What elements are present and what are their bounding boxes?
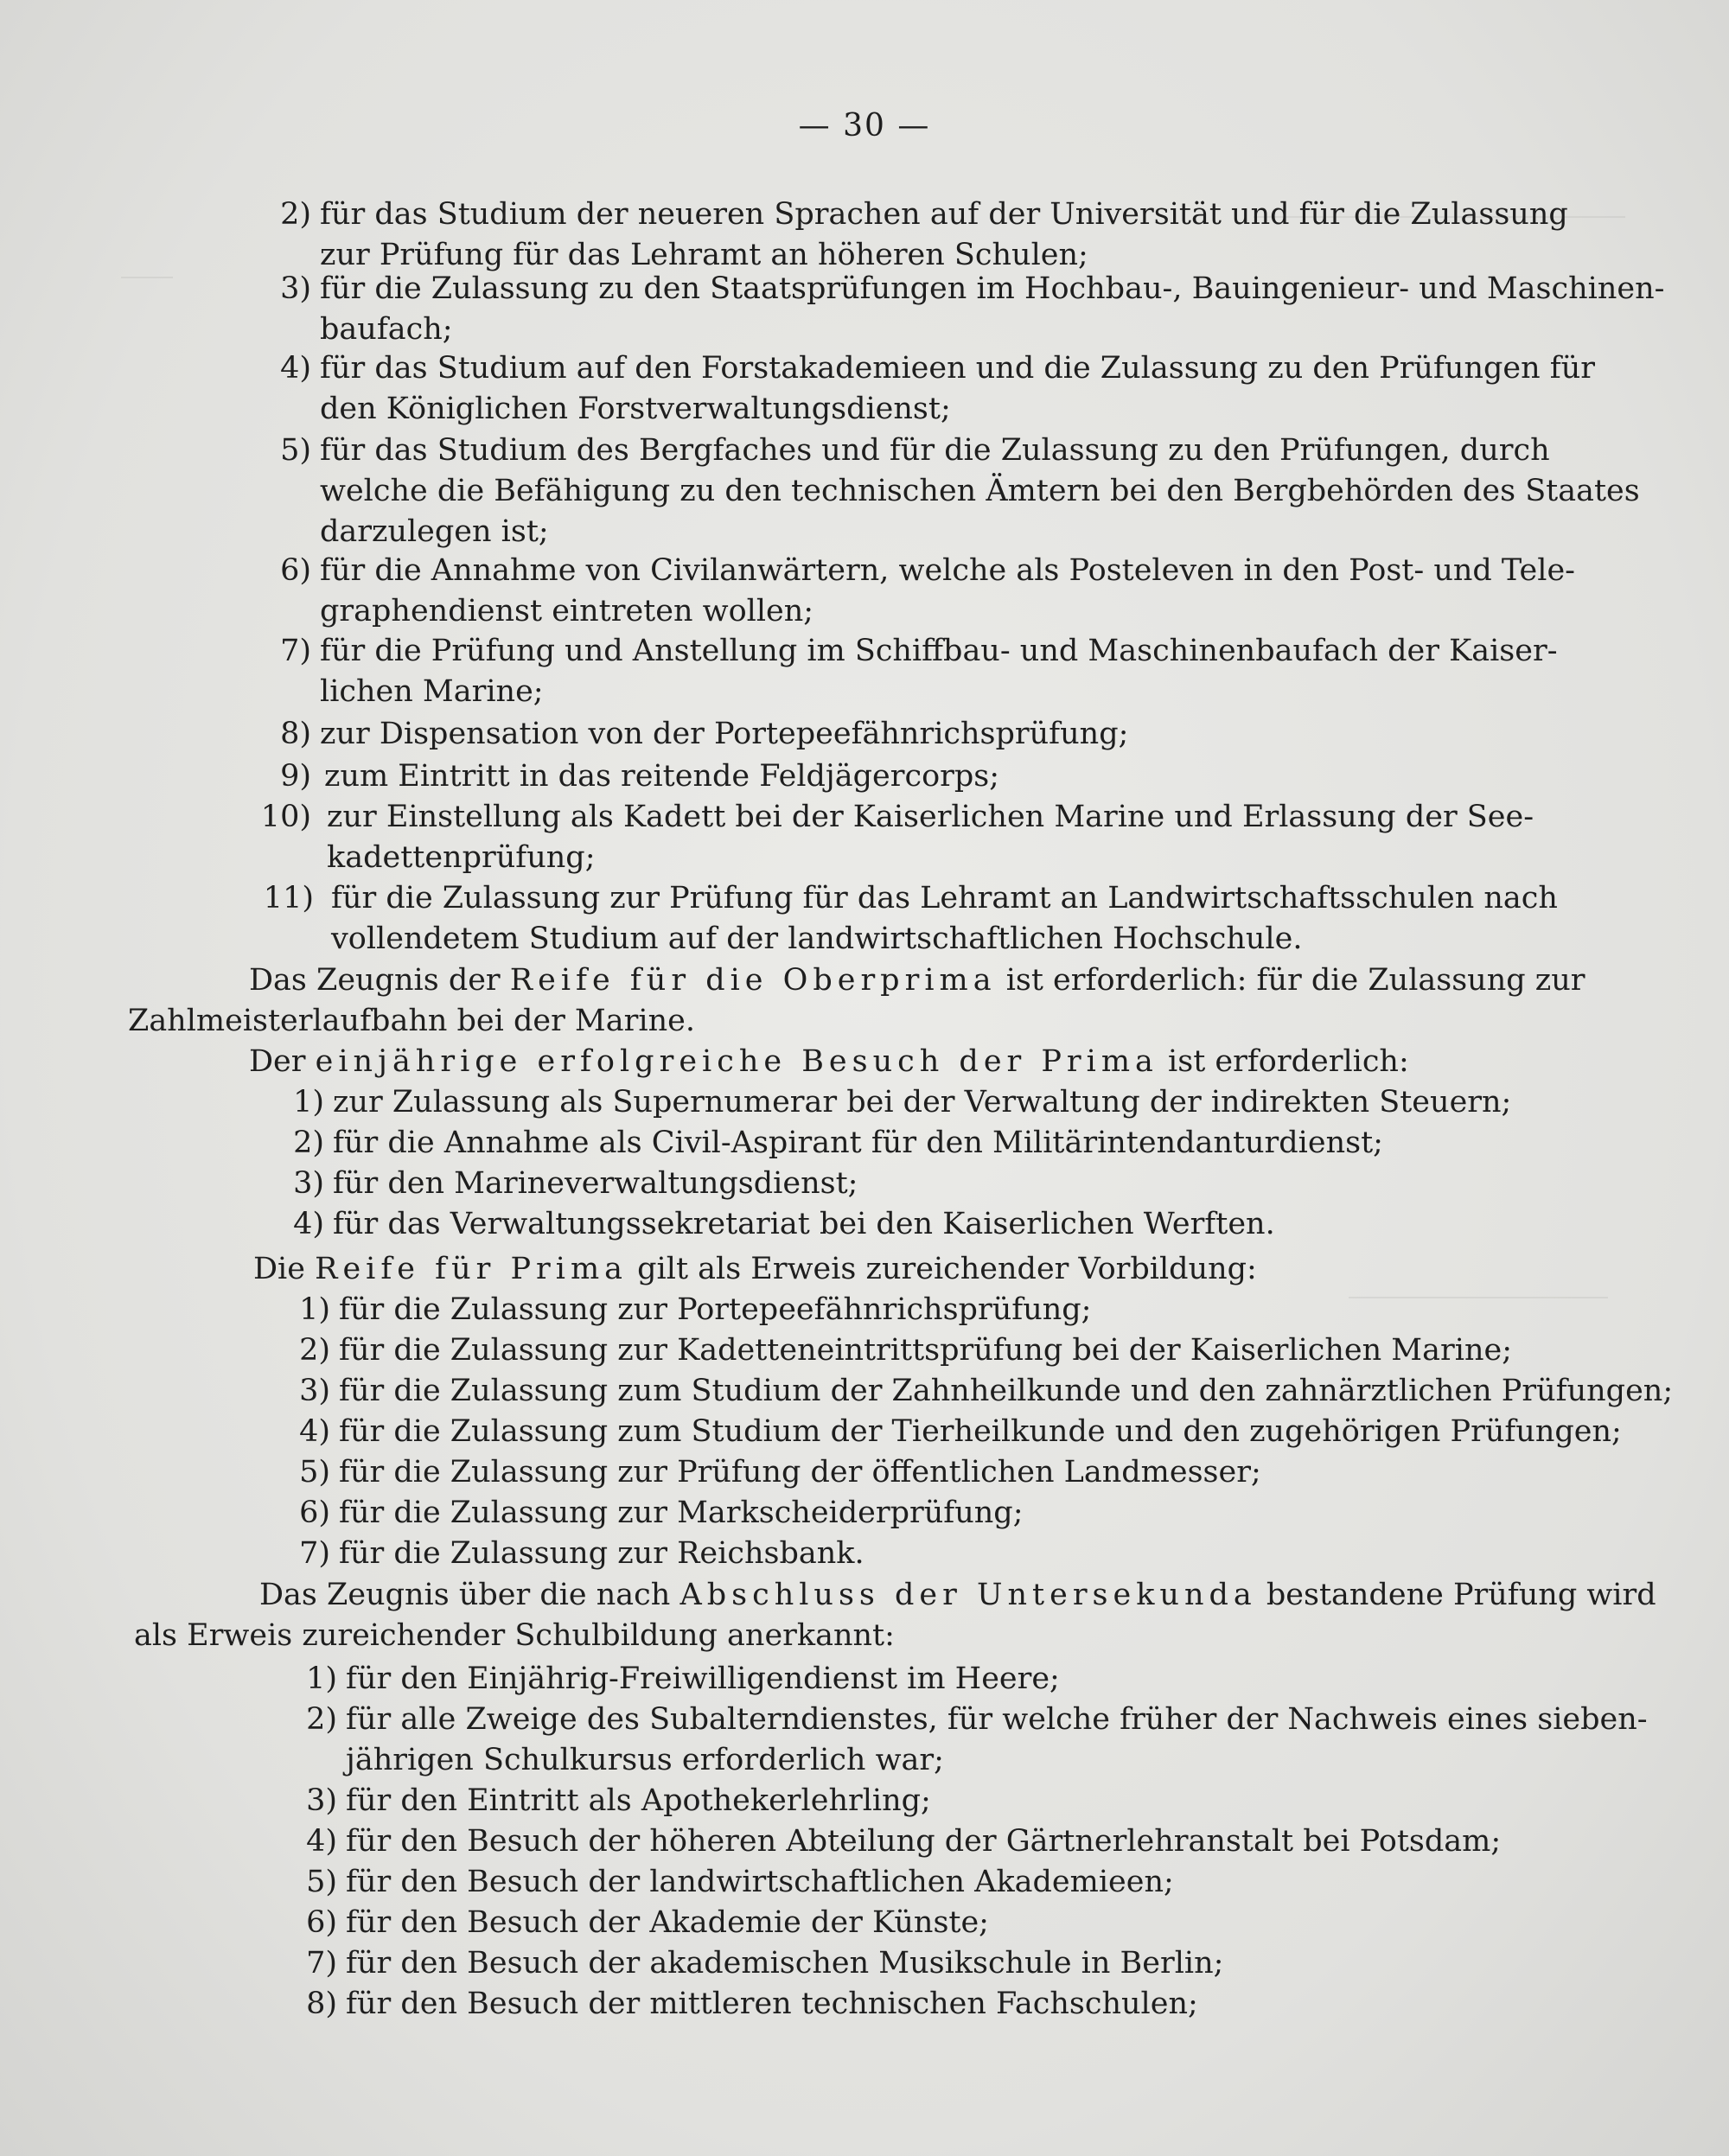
spaced-emphasis: Reife für Prima [315,1252,628,1286]
list-item-line: zur Einstellung als Kadett bei der Kaiserlichen Marine und Erlassung der See- [327,800,1534,834]
paragraph-oberprima [249,960,1585,1001]
list-item [280,714,1129,755]
list-item-number: 3) [280,271,311,306]
list-item-line: welche die Befähigung zu den technischen Ämtern bei den Bergbehörden des Staates [320,474,1640,508]
list-item [299,1371,1674,1412]
list-item [299,1452,1261,1493]
spaced-emphasis: einjährige erfolgreiche Besuch der Prima [315,1044,1158,1079]
list-item [293,1123,1383,1164]
list-item-line: für die Zulassung zur Markscheiderprüfung; [339,1496,1024,1530]
list-item-number: 5) [299,1455,330,1489]
list-item-line: für alle Zweige des Subalterndienstes, für welche früher der Nachweis eines sieben- [346,1702,1648,1737]
list-item-number: 3) [299,1374,330,1408]
list-item-number: 2) [299,1333,330,1368]
list-item-line: zur Zulassung als Supernumerar bei der Verwaltung der indirekten Steuern; [333,1085,1512,1119]
list-item-line: für den Eintritt als Apothekerlehrling; [346,1783,931,1818]
list-item-number: 1) [306,1662,337,1696]
list-item-line: zur Dispensation von der Portepeefähnrichsprüfung; [320,717,1129,751]
paragraph-text: Das Zeugnis über die nach [259,1578,680,1612]
list-item-line: für die Zulassung zur Portepeefähnrichsprüfung; [339,1292,1092,1327]
list-item-line: für den Besuch der mittleren technischen Fachschulen; [346,1987,1198,2021]
list-item [306,1943,1224,1984]
list-item-line: für das Studium der neueren Sprachen auf der Universität und für die Zulassung [320,197,1568,232]
list-item-number: 1) [299,1292,330,1327]
list-item-number: 7) [306,1946,337,1981]
list-item-line: für das Studium auf den Forstakademieen und die Zulassung zu den Prüfungen für [320,351,1596,386]
list-item [306,1821,1502,1862]
list-item-line: darzulegen ist; [320,514,549,549]
list-item-line: für die Zulassung zum Studium der Zahnheilkunde und den zahnärztlichen Prüfungen; [339,1374,1674,1408]
list-item-line: für das Verwaltungssekretariat bei den Kaiserlichen Werften. [333,1207,1275,1241]
paragraph-text: gilt als Erweis zureichender Vorbildung: [628,1252,1257,1286]
list-item [280,431,1640,552]
list-item-line: für den Besuch der akademischen Musikschule in Berlin; [346,1946,1224,1981]
list-item [280,348,1596,430]
spaced-emphasis: Reife für die Oberprima [509,963,997,998]
list-item [306,1862,1174,1903]
list-item-line: für den Marineverwaltungsdienst; [333,1166,858,1201]
list-item [306,1984,1198,2025]
list-item [306,1781,931,1821]
list-item [280,551,1576,632]
list-item [280,631,1558,712]
list-item-line: kadettenprüfung; [327,840,596,875]
list-item [299,1534,864,1574]
bleed-through-mark [1349,1297,1608,1298]
list-item-number: 6) [306,1905,337,1940]
list-item [293,1164,858,1204]
list-item-number: 3) [306,1783,337,1818]
list-item-line: für das Studium des Bergfaches und für die Zulassung zu den Prüfungen, durch [320,433,1550,468]
list-item-number: 2) [280,197,311,232]
list-item-number: 8) [280,717,311,751]
list-item-line: den Königlichen Forstverwaltungsdienst; [320,392,951,426]
list-item-line: zum Eintritt in das reitende Feldjägercorps; [324,759,1000,794]
page-number: — 30 — [798,108,931,144]
paragraph-untersekunda [259,1575,1656,1616]
paragraph-text: Die [253,1252,316,1286]
spaced-emphasis: Abschluss der Untersekunda [679,1578,1257,1612]
list-item-number: 2) [306,1702,337,1737]
list-item-line: für den Besuch der landwirtschaftlichen Akademieen; [346,1865,1174,1899]
list-item-line: für die Zulassung zur Reichsbank. [339,1536,864,1571]
list-item-line: für den Einjährig-Freiwilligendienst im Heere; [346,1662,1060,1696]
list-item [280,269,1665,350]
paragraph-line: Zahlmeisterlaufbahn bei der Marine. [128,1004,695,1038]
paragraph-text: ist erforderlich: für die Zulassung zur [996,963,1585,998]
list-item-line: vollendetem Studium auf der landwirtschaftlichen Hochschule. [331,922,1303,956]
list-item-line: für die Prüfung und Anstellung im Schiffbau- und Maschinenbaufach der Kaiser- [320,634,1558,668]
list-item-number: 6) [299,1496,330,1530]
list-item [306,1903,989,1943]
list-item-number: 4) [293,1207,324,1241]
list-item-line: baufach; [320,312,453,347]
list-item-line: für den Besuch der höheren Abteilung der Gärtnerlehranstalt bei Potsdam; [346,1824,1502,1859]
list-item-number: 4) [299,1414,330,1449]
list-item [280,195,1568,276]
list-item-line: für die Zulassung zur Prüfung für das Lehramt an Landwirtschaftsschulen nach [331,881,1558,915]
list-item [260,797,1534,878]
list-item-line: für die Zulassung zu den Staatsprüfungen im Hochbau-, Bauingenieur- und Maschinen- [320,271,1665,306]
list-item-number: 7) [280,634,311,668]
list-item-line: für die Annahme von Civilanwärtern, welche als Posteleven in den Post- und Tele- [320,553,1576,588]
list-item-number: 9) [280,759,311,794]
list-item-line: lichen Marine; [320,674,544,709]
list-item-number: 10) [260,800,311,834]
list-item-line: jährigen Schulkursus erforderlich war; [346,1743,944,1777]
list-item-number: 1) [293,1085,324,1119]
list-item-number: 5) [280,433,311,468]
list-item-number: 11) [263,881,314,915]
list-item [280,756,1000,797]
list-item-number: 3) [293,1166,324,1201]
list-item [293,1082,1512,1123]
list-item-number: 6) [280,553,311,588]
list-item-number: 5) [306,1865,337,1899]
list-item-number: 4) [280,351,311,386]
list-item-number: 7) [299,1536,330,1571]
bleed-through-mark [121,277,173,278]
paragraph-text: ist erforderlich: [1158,1044,1409,1079]
list-item-line: für den Besuch der Akademie der Künste; [346,1905,989,1940]
list-item [306,1659,1060,1700]
list-item [299,1290,1092,1330]
list-item-line: zur Prüfung für das Lehramt an höheren Schulen; [320,238,1088,272]
list-item [299,1330,1512,1371]
list-item [299,1412,1622,1452]
paragraph-text: bestandene Prüfung wird [1256,1578,1656,1612]
list-item-number: 8) [306,1987,337,2021]
list-item-line: graphendienst eintreten wollen; [320,594,814,628]
paragraph-line: als Erweis zureichender Schulbildung anerkannt: [134,1618,895,1653]
list-item [293,1204,1275,1245]
paragraph-line [249,960,1585,1001]
list-item [263,878,1558,960]
list-item-line: für die Zulassung zur Prüfung der öffentlichen Landmesser; [339,1455,1261,1489]
list-item-line: für die Zulassung zur Kadetteneintrittsprüfung bei der Kaiserlichen Marine; [339,1333,1512,1368]
list-item-line: für die Annahme als Civil-Aspirant für den Militärintendanturdienst; [333,1126,1383,1160]
list-item-number: 4) [306,1824,337,1859]
paragraph-text: Das Zeugnis der [249,963,510,998]
paragraph-text: Der [249,1044,316,1079]
list-item-number: 2) [293,1126,324,1160]
paragraph-prima [249,1042,1409,1082]
list-item [299,1493,1024,1534]
paragraph-reife-prima [253,1249,1257,1290]
list-item [306,1700,1648,1781]
list-item-line: für die Zulassung zum Studium der Tierheilkunde und den zugehörigen Prüfungen; [339,1414,1622,1449]
